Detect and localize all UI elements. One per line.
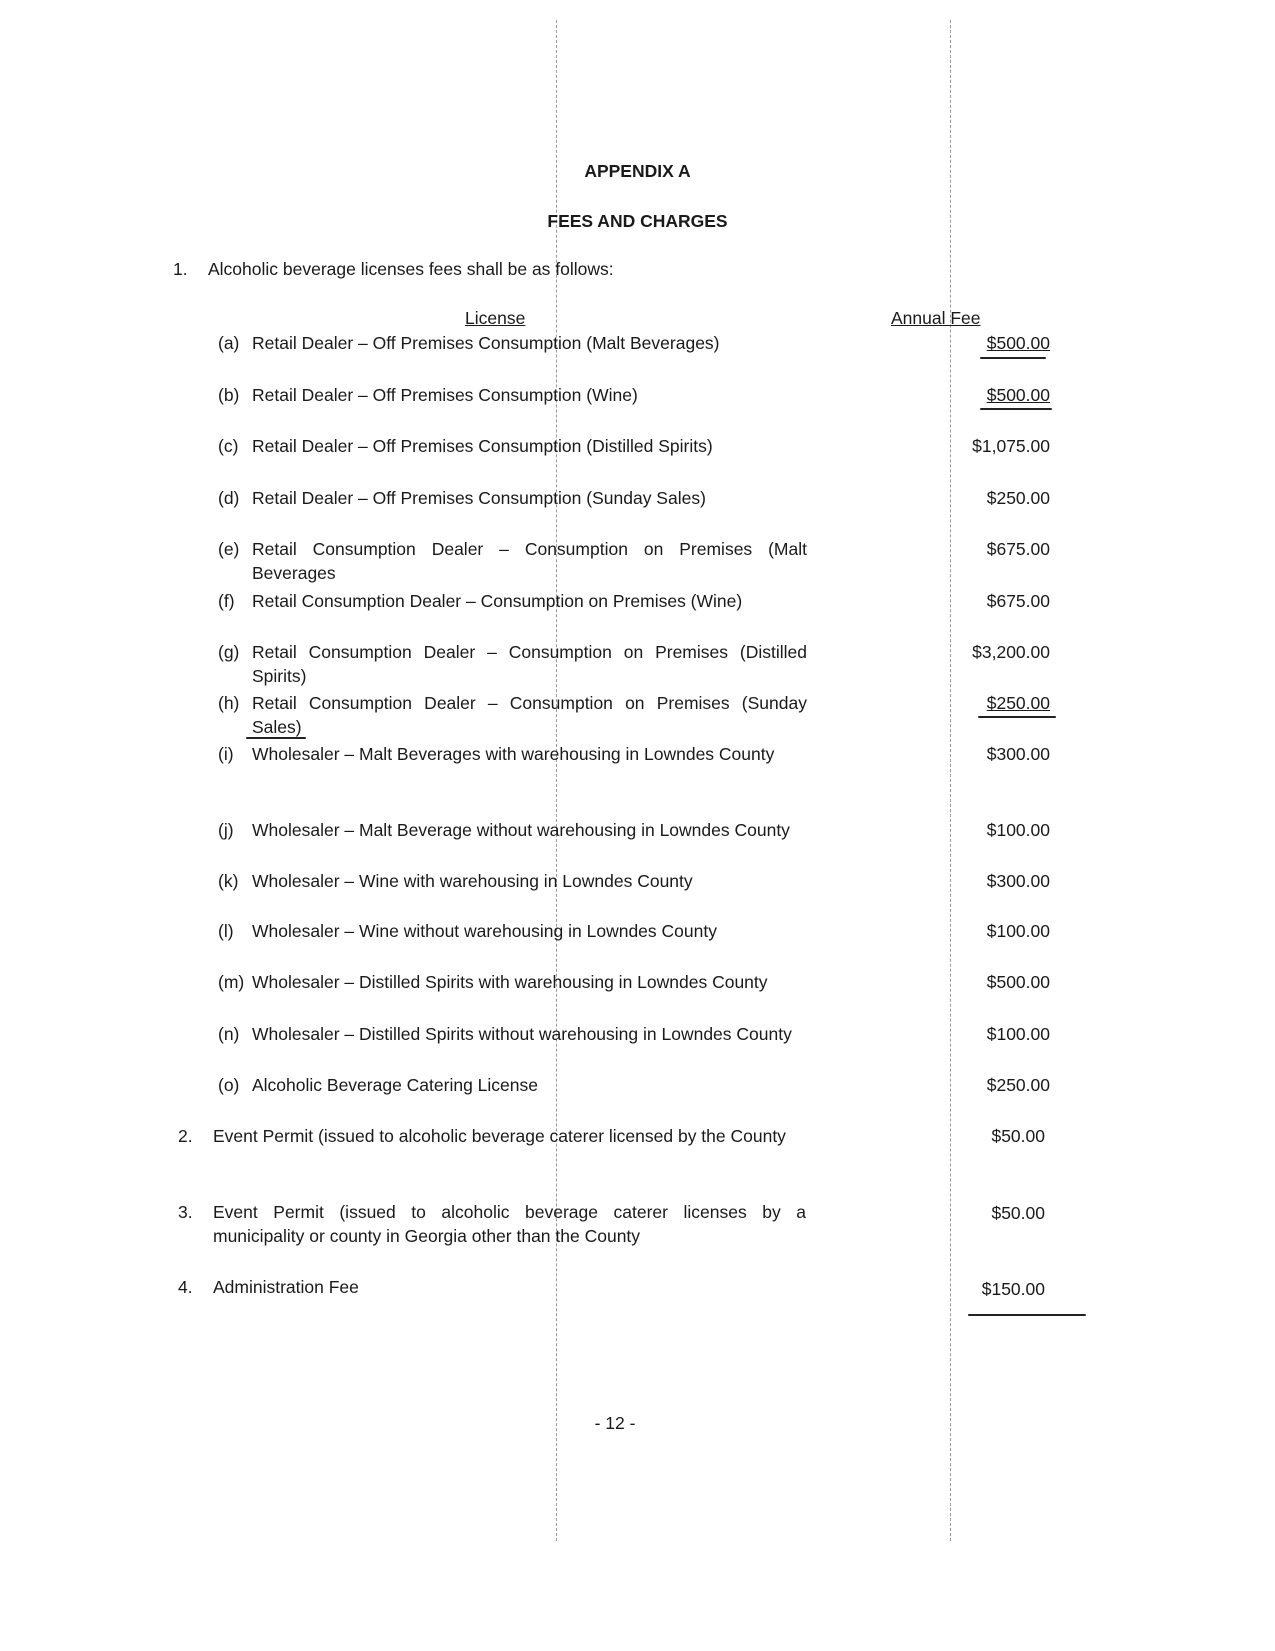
license-marker: (o)	[218, 1075, 240, 1095]
license-marker: (n)	[218, 1024, 240, 1044]
item-description: Event Permit (issued to alcoholic beverage caterer licenses by a municipality or county in Georgia other than the County	[213, 1202, 806, 1246]
intro-number: 1.	[173, 259, 188, 279]
handwritten-underline	[978, 716, 1056, 718]
handwritten-underline	[980, 408, 1052, 410]
annual-fee-column-header: Annual Fee	[891, 308, 981, 328]
scan-fold-line	[950, 20, 951, 1541]
license-marker: (b)	[218, 385, 240, 405]
license-description: Wholesaler – Malt Beverage without warehousing in Lowndes County	[252, 820, 790, 840]
license-description: Alcoholic Beverage Catering License	[252, 1075, 538, 1095]
intro-text: Alcoholic beverage licenses fees shall be as follows:	[208, 259, 614, 279]
page-number: - 12 -	[594, 1413, 636, 1433]
license-marker: (k)	[218, 871, 239, 891]
license-marker: (f)	[218, 591, 235, 611]
license-fee: $500.00	[986, 385, 1050, 405]
license-marker: (d)	[218, 488, 240, 508]
license-description: Retail Consumption Dealer – Consumption on Premises (Sunday Sales)	[252, 693, 807, 737]
license-description: Wholesaler – Malt Beverages with warehousing in Lowndes County	[252, 744, 775, 764]
item-fee: $150.00	[981, 1279, 1045, 1299]
license-fee: $1,075.00	[972, 436, 1050, 456]
license-description: Wholesaler – Distilled Spirits without warehousing in Lowndes County	[252, 1024, 792, 1044]
license-fee: $250.00	[986, 693, 1050, 713]
item-number: 4.	[178, 1277, 193, 1297]
section-title: FEES AND CHARGES	[547, 211, 728, 231]
item-description: Event Permit (issued to alcoholic beverage caterer licensed by the County	[213, 1126, 786, 1146]
license-description: Wholesaler – Distilled Spirits with warehousing in Lowndes County	[252, 972, 768, 992]
handwritten-underline	[246, 737, 306, 739]
item-number: 2.	[178, 1126, 193, 1146]
license-fee: $300.00	[986, 871, 1050, 891]
handwritten-underline	[980, 357, 1046, 359]
license-marker: (j)	[218, 820, 234, 840]
license-fee: $675.00	[986, 591, 1050, 611]
license-description: Retail Dealer – Off Premises Consumption (Distilled Spirits)	[252, 436, 713, 456]
license-column-header: License	[465, 308, 526, 328]
license-fee: $100.00	[986, 921, 1050, 941]
appendix-title: APPENDIX A	[584, 161, 691, 181]
item-number: 3.	[178, 1202, 193, 1222]
license-fee: $500.00	[986, 972, 1050, 992]
license-marker: (h)	[218, 693, 240, 713]
license-marker: (m)	[218, 972, 245, 992]
license-marker: (l)	[218, 921, 234, 941]
license-fee: $3,200.00	[972, 642, 1050, 662]
license-description: Retail Dealer – Off Premises Consumption (Wine)	[252, 385, 638, 405]
license-marker: (c)	[218, 436, 239, 456]
license-fee: $100.00	[986, 820, 1050, 840]
license-description: Retail Consumption Dealer – Consumption on Premises (Distilled Spirits)	[252, 642, 807, 686]
license-description: Retail Dealer – Off Premises Consumption (Sunday Sales)	[252, 488, 706, 508]
license-fee: $500.00	[986, 333, 1050, 353]
license-fee: $250.00	[986, 1075, 1050, 1095]
license-fee: $300.00	[986, 744, 1050, 764]
scan-fold-line	[556, 20, 557, 1541]
license-description: Retail Consumption Dealer – Consumption on Premises (Malt Beverages	[252, 539, 807, 583]
handwritten-underline	[968, 1314, 1086, 1316]
item-fee: $50.00	[991, 1203, 1045, 1223]
license-marker: (i)	[218, 744, 234, 764]
item-fee: $50.00	[991, 1126, 1045, 1146]
license-description: Wholesaler – Wine without warehousing in Lowndes County	[252, 921, 717, 941]
license-marker: (a)	[218, 333, 240, 353]
license-marker: (g)	[218, 642, 240, 662]
license-description: Wholesaler – Wine with warehousing in Lowndes County	[252, 871, 693, 891]
license-fee: $675.00	[986, 539, 1050, 559]
license-description: Retail Dealer – Off Premises Consumption (Malt Beverages)	[252, 333, 720, 353]
item-description: Administration Fee	[213, 1277, 359, 1297]
license-fee: $100.00	[986, 1024, 1050, 1044]
license-marker: (e)	[218, 539, 240, 559]
license-fee: $250.00	[986, 488, 1050, 508]
license-description: Retail Consumption Dealer – Consumption on Premises (Wine)	[252, 591, 743, 611]
